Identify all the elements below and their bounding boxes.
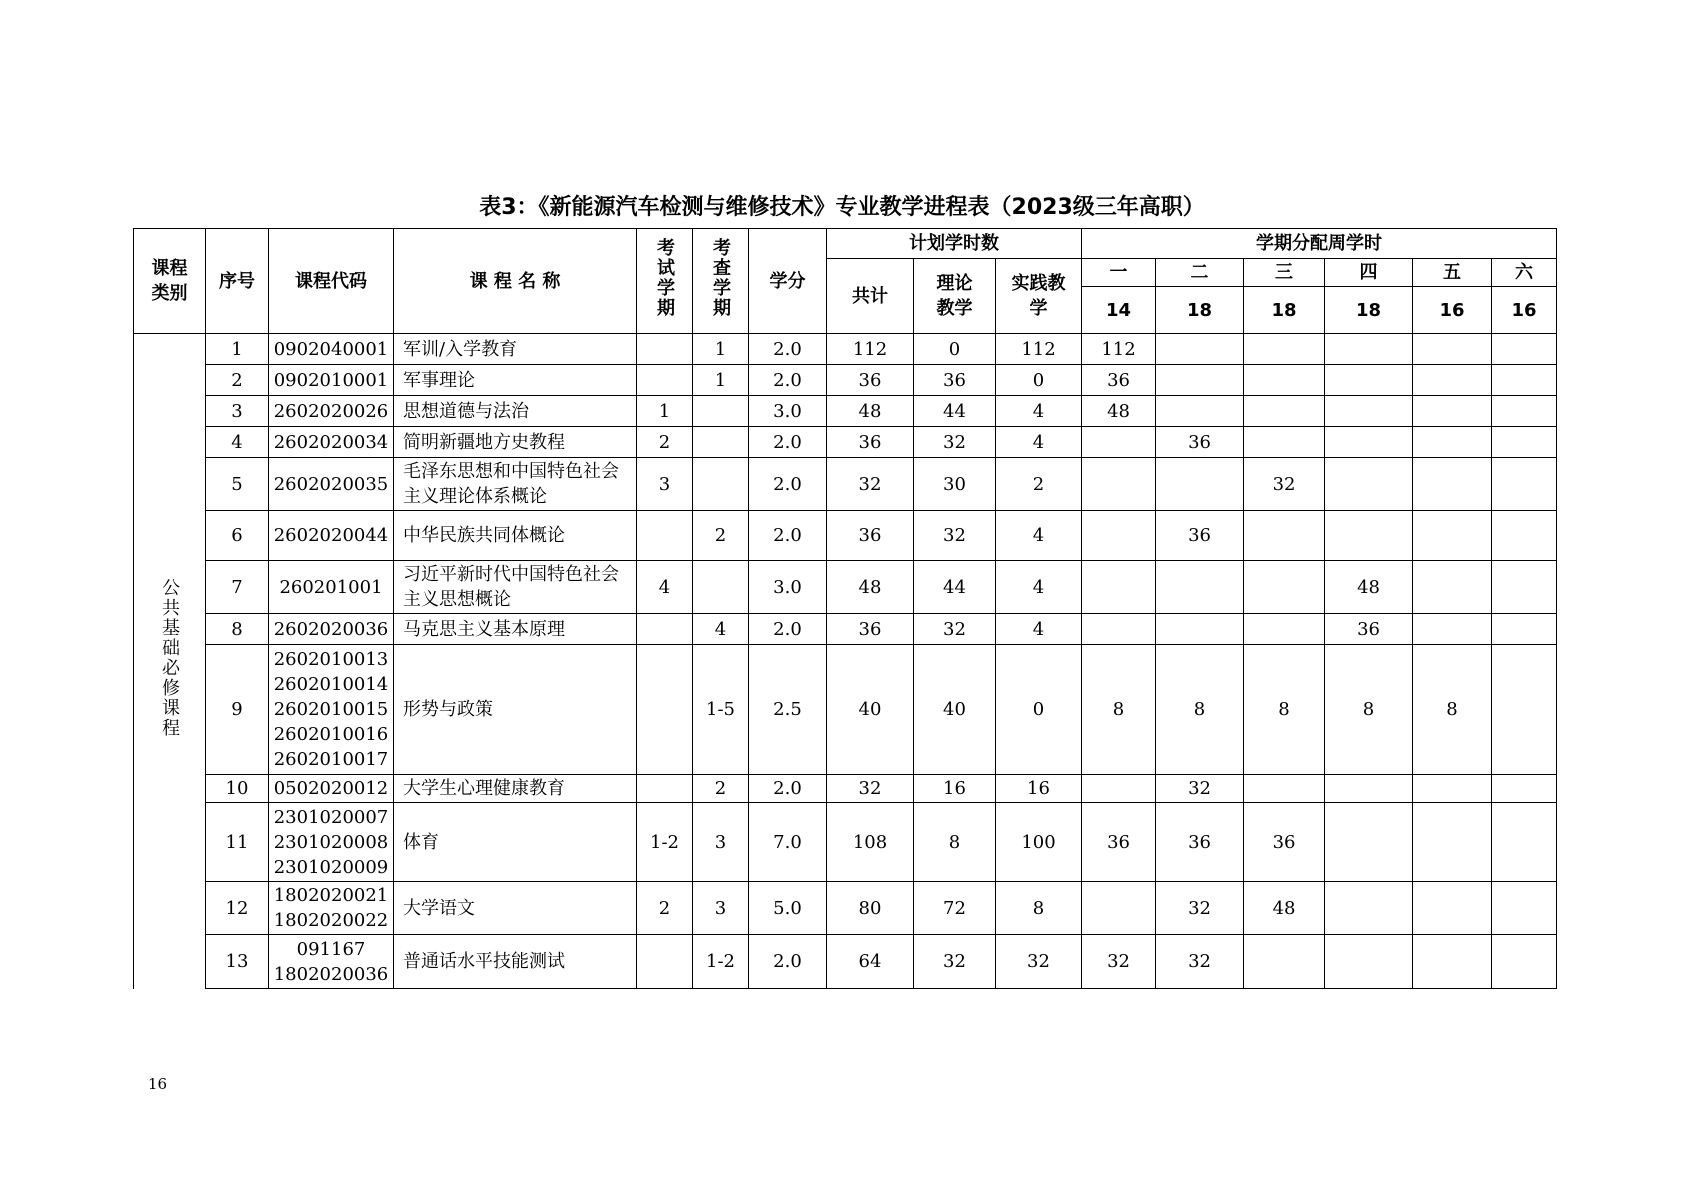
course-name-cell: 中华民族共同体概论 bbox=[394, 511, 637, 561]
course-name-cell: 军训/入学教育 bbox=[394, 334, 637, 365]
theory-hours-cell: 16 bbox=[914, 775, 996, 803]
semester-5-cell bbox=[1413, 803, 1492, 882]
header-category: 课程类别 bbox=[134, 229, 206, 334]
exam-term-cell: 1-2 bbox=[637, 803, 693, 882]
theory-hours-cell: 44 bbox=[914, 561, 996, 614]
code-cell bbox=[269, 803, 394, 882]
semester-1-cell: 8 bbox=[1082, 645, 1156, 775]
header-exam-term: 考试学期 bbox=[637, 229, 693, 334]
header-practice: 实践教学 bbox=[996, 259, 1082, 334]
semester-1-cell: 112 bbox=[1082, 334, 1156, 365]
credit-cell: 2.5 bbox=[749, 645, 827, 775]
semester-6-cell bbox=[1492, 396, 1557, 427]
semester-6-cell bbox=[1492, 511, 1557, 561]
course-code: 2602010017 bbox=[273, 749, 389, 770]
exam-term-cell bbox=[637, 935, 693, 989]
course-code: 260201001 bbox=[279, 576, 383, 598]
practice-hours-cell: 100 bbox=[996, 803, 1082, 882]
semester-3-cell bbox=[1244, 365, 1325, 396]
seq-cell: 8 bbox=[206, 614, 269, 645]
check-term-cell: 1 bbox=[693, 365, 749, 396]
semester-6-cell bbox=[1492, 803, 1557, 882]
course-code: 1802020021 bbox=[273, 885, 389, 906]
theory-hours-cell: 8 bbox=[914, 803, 996, 882]
theory-hours-cell: 40 bbox=[914, 645, 996, 775]
semester-3-cell: 48 bbox=[1244, 882, 1325, 935]
code-cell bbox=[269, 645, 394, 775]
check-term-cell bbox=[693, 427, 749, 458]
semester-2-cell bbox=[1156, 334, 1244, 365]
practice-hours-cell: 8 bbox=[996, 882, 1082, 935]
table-row bbox=[134, 614, 1557, 645]
semester-5-cell bbox=[1413, 775, 1492, 803]
exam-term-cell bbox=[637, 645, 693, 775]
semester-2-cell bbox=[1156, 396, 1244, 427]
header-credit: 学分 bbox=[749, 229, 827, 334]
check-term-cell: 1 bbox=[693, 334, 749, 365]
semester-4-cell bbox=[1325, 458, 1413, 511]
check-term-cell bbox=[693, 561, 749, 614]
header-semester-6: 六 bbox=[1492, 259, 1557, 287]
course-code: 2301020008 bbox=[273, 831, 389, 853]
course-code: 2602020035 bbox=[273, 473, 389, 495]
semester-4-cell bbox=[1325, 775, 1413, 803]
table-row bbox=[134, 803, 1557, 882]
semester-2-cell: 32 bbox=[1156, 882, 1244, 935]
semester-5-cell bbox=[1413, 882, 1492, 935]
total-hours-cell: 48 bbox=[827, 561, 914, 614]
practice-hours-cell: 32 bbox=[996, 935, 1082, 989]
practice-hours-cell: 2 bbox=[996, 458, 1082, 511]
semester-2-cell bbox=[1156, 365, 1244, 396]
theory-hours-cell: 30 bbox=[914, 458, 996, 511]
credit-cell: 2.0 bbox=[749, 458, 827, 511]
check-term-cell: 3 bbox=[693, 882, 749, 935]
seq-cell: 10 bbox=[206, 775, 269, 803]
course-name-cell: 形势与政策 bbox=[394, 645, 637, 775]
exam-term-cell bbox=[637, 511, 693, 561]
semester-1-cell bbox=[1082, 511, 1156, 561]
total-hours-cell: 80 bbox=[827, 882, 914, 935]
credit-cell: 3.0 bbox=[749, 561, 827, 614]
semester-6-cell bbox=[1492, 614, 1557, 645]
check-term-cell: 1-5 bbox=[693, 645, 749, 775]
semester-5-cell bbox=[1413, 614, 1492, 645]
semester-5-cell bbox=[1413, 334, 1492, 365]
total-hours-cell: 108 bbox=[827, 803, 914, 882]
course-name-cell: 习近平新时代中国特色社会主义思想概论 bbox=[394, 561, 637, 614]
table-row bbox=[134, 775, 1557, 803]
seq-cell: 5 bbox=[206, 458, 269, 511]
exam-term-cell: 4 bbox=[637, 561, 693, 614]
semester-6-cell bbox=[1492, 882, 1557, 935]
total-hours-cell: 112 bbox=[827, 334, 914, 365]
semester-3-cell bbox=[1244, 396, 1325, 427]
practice-hours-cell: 4 bbox=[996, 561, 1082, 614]
semester-2-cell: 8 bbox=[1156, 645, 1244, 775]
semester-2-cell bbox=[1156, 458, 1244, 511]
seq-cell: 6 bbox=[206, 511, 269, 561]
semester-4-cell bbox=[1325, 396, 1413, 427]
check-term-cell: 1-2 bbox=[693, 935, 749, 989]
seq-cell: 2 bbox=[206, 365, 269, 396]
theory-hours-cell: 32 bbox=[914, 935, 996, 989]
header-semester-3: 三 bbox=[1244, 259, 1325, 287]
code-cell bbox=[269, 396, 394, 427]
table-row bbox=[134, 365, 1557, 396]
course-name-cell: 普通话水平技能测试 bbox=[394, 935, 637, 989]
course-code: 0902010001 bbox=[273, 369, 389, 391]
course-name-cell: 思想道德与法治 bbox=[394, 396, 637, 427]
course-code: 2301020007 bbox=[273, 806, 389, 828]
check-term-cell: 3 bbox=[693, 803, 749, 882]
code-cell bbox=[269, 935, 394, 989]
exam-term-cell bbox=[637, 334, 693, 365]
header-weeks-3: 18 bbox=[1244, 287, 1325, 334]
semester-3-cell bbox=[1244, 511, 1325, 561]
semester-4-cell bbox=[1325, 803, 1413, 882]
exam-term-cell bbox=[637, 365, 693, 396]
theory-hours-cell: 32 bbox=[914, 427, 996, 458]
page-number: 16 bbox=[148, 1075, 168, 1093]
seq-cell: 13 bbox=[206, 935, 269, 989]
table-row bbox=[134, 427, 1557, 458]
semester-2-cell: 36 bbox=[1156, 803, 1244, 882]
total-hours-cell: 36 bbox=[827, 427, 914, 458]
theory-hours-cell: 32 bbox=[914, 511, 996, 561]
semester-2-cell: 36 bbox=[1156, 427, 1244, 458]
course-code: 1802020022 bbox=[273, 910, 389, 931]
semester-4-cell bbox=[1325, 334, 1413, 365]
credit-cell: 2.0 bbox=[749, 334, 827, 365]
check-term-cell: 4 bbox=[693, 614, 749, 645]
code-cell bbox=[269, 561, 394, 614]
semester-3-cell bbox=[1244, 614, 1325, 645]
practice-hours-cell: 4 bbox=[996, 396, 1082, 427]
header-semester-dist: 学期分配周学时 bbox=[1082, 229, 1557, 259]
semester-6-cell bbox=[1492, 935, 1557, 989]
table-row bbox=[134, 645, 1557, 775]
semester-5-cell bbox=[1413, 427, 1492, 458]
category-cell bbox=[134, 334, 206, 989]
code-cell bbox=[269, 458, 394, 511]
teaching-plan-table bbox=[133, 228, 1557, 989]
check-term-cell bbox=[693, 396, 749, 427]
header-weeks-4: 18 bbox=[1325, 287, 1413, 334]
course-name-cell: 毛泽东思想和中国特色社会主义理论体系概论 bbox=[394, 458, 637, 511]
semester-6-cell bbox=[1492, 775, 1557, 803]
semester-4-cell: 48 bbox=[1325, 561, 1413, 614]
header-semester-4: 四 bbox=[1325, 259, 1413, 287]
semester-1-cell: 48 bbox=[1082, 396, 1156, 427]
seq-cell: 4 bbox=[206, 427, 269, 458]
seq-cell: 1 bbox=[206, 334, 269, 365]
header-weeks-1: 14 bbox=[1082, 287, 1156, 334]
credit-cell: 2.0 bbox=[749, 614, 827, 645]
seq-cell: 3 bbox=[206, 396, 269, 427]
course-code: 091167 bbox=[296, 938, 366, 960]
table-title: 表3：《新能源汽车检测与维修技术》专业教学进程表（2023级三年高职） bbox=[479, 195, 1205, 220]
theory-hours-cell: 0 bbox=[914, 334, 996, 365]
semester-3-cell: 36 bbox=[1244, 803, 1325, 882]
course-code: 2301020009 bbox=[273, 856, 389, 878]
course-code: 0902040001 bbox=[273, 338, 389, 360]
semester-2-cell: 32 bbox=[1156, 935, 1244, 989]
seq-cell: 12 bbox=[206, 882, 269, 935]
header-weeks-6: 16 bbox=[1492, 287, 1557, 334]
code-cell bbox=[269, 775, 394, 803]
practice-hours-cell: 4 bbox=[996, 427, 1082, 458]
semester-5-cell bbox=[1413, 561, 1492, 614]
semester-2-cell bbox=[1156, 561, 1244, 614]
code-cell bbox=[269, 882, 394, 935]
total-hours-cell: 40 bbox=[827, 645, 914, 775]
practice-hours-cell: 4 bbox=[996, 511, 1082, 561]
semester-3-cell bbox=[1244, 561, 1325, 614]
header-code: 课程代码 bbox=[269, 229, 394, 334]
semester-1-cell bbox=[1082, 561, 1156, 614]
exam-term-cell: 3 bbox=[637, 458, 693, 511]
exam-term-cell: 2 bbox=[637, 427, 693, 458]
semester-1-cell: 36 bbox=[1082, 803, 1156, 882]
semester-6-cell bbox=[1492, 645, 1557, 775]
semester-1-cell bbox=[1082, 427, 1156, 458]
semester-4-cell bbox=[1325, 365, 1413, 396]
total-hours-cell: 64 bbox=[827, 935, 914, 989]
practice-hours-cell: 4 bbox=[996, 614, 1082, 645]
check-term-cell: 2 bbox=[693, 511, 749, 561]
semester-3-cell: 32 bbox=[1244, 458, 1325, 511]
credit-cell: 2.0 bbox=[749, 365, 827, 396]
semester-3-cell bbox=[1244, 427, 1325, 458]
semester-2-cell bbox=[1156, 614, 1244, 645]
table-row bbox=[134, 935, 1557, 989]
table-row bbox=[134, 561, 1557, 614]
table-row bbox=[134, 396, 1557, 427]
header-total: 共计 bbox=[827, 259, 914, 334]
semester-5-cell bbox=[1413, 458, 1492, 511]
semester-5-cell bbox=[1413, 365, 1492, 396]
table-row bbox=[134, 334, 1557, 365]
header-name: 课 程 名 称 bbox=[394, 229, 637, 334]
semester-2-cell: 32 bbox=[1156, 775, 1244, 803]
theory-hours-cell: 44 bbox=[914, 396, 996, 427]
credit-cell: 2.0 bbox=[749, 427, 827, 458]
semester-1-cell bbox=[1082, 614, 1156, 645]
code-cell bbox=[269, 511, 394, 561]
category-label: 公共基础必修课程 bbox=[159, 577, 180, 738]
semester-5-cell: 8 bbox=[1413, 645, 1492, 775]
semester-5-cell bbox=[1413, 935, 1492, 989]
semester-4-cell: 8 bbox=[1325, 645, 1413, 775]
code-cell bbox=[269, 365, 394, 396]
theory-hours-cell: 32 bbox=[914, 614, 996, 645]
header-planned-hours: 计划学时数 bbox=[827, 229, 1082, 259]
semester-3-cell bbox=[1244, 935, 1325, 989]
total-hours-cell: 48 bbox=[827, 396, 914, 427]
course-code: 2602010015 bbox=[273, 699, 389, 720]
theory-hours-cell: 36 bbox=[914, 365, 996, 396]
course-code: 0502020012 bbox=[273, 778, 389, 799]
header-weeks-5: 16 bbox=[1413, 287, 1492, 334]
course-code: 1802020036 bbox=[273, 963, 389, 985]
semester-6-cell bbox=[1492, 458, 1557, 511]
total-hours-cell: 32 bbox=[827, 775, 914, 803]
total-hours-cell: 32 bbox=[827, 458, 914, 511]
credit-cell: 2.0 bbox=[749, 511, 827, 561]
table-row bbox=[134, 458, 1557, 511]
seq-cell: 11 bbox=[206, 803, 269, 882]
total-hours-cell: 36 bbox=[827, 511, 914, 561]
semester-4-cell: 36 bbox=[1325, 614, 1413, 645]
course-code: 2602010013 bbox=[273, 649, 389, 670]
semester-6-cell bbox=[1492, 365, 1557, 396]
semester-1-cell: 32 bbox=[1082, 935, 1156, 989]
course-code: 2602020026 bbox=[273, 400, 389, 422]
seq-cell: 7 bbox=[206, 561, 269, 614]
semester-6-cell bbox=[1492, 334, 1557, 365]
semester-5-cell bbox=[1413, 511, 1492, 561]
course-code: 2602010016 bbox=[273, 724, 389, 745]
header-semester-1: 一 bbox=[1082, 259, 1156, 287]
credit-cell: 7.0 bbox=[749, 803, 827, 882]
course-name-cell: 军事理论 bbox=[394, 365, 637, 396]
theory-hours-cell: 72 bbox=[914, 882, 996, 935]
practice-hours-cell: 112 bbox=[996, 334, 1082, 365]
course-code: 2602020036 bbox=[273, 618, 389, 640]
practice-hours-cell: 16 bbox=[996, 775, 1082, 803]
course-code: 2602010014 bbox=[273, 674, 389, 695]
semester-6-cell bbox=[1492, 561, 1557, 614]
header-weeks-2: 18 bbox=[1156, 287, 1244, 334]
table-row bbox=[134, 882, 1557, 935]
practice-hours-cell: 0 bbox=[996, 365, 1082, 396]
table-row bbox=[134, 511, 1557, 561]
header-theory: 理论教学 bbox=[914, 259, 996, 334]
semester-1-cell bbox=[1082, 775, 1156, 803]
header-semester-2: 二 bbox=[1156, 259, 1244, 287]
semester-4-cell bbox=[1325, 882, 1413, 935]
semester-4-cell bbox=[1325, 935, 1413, 989]
header-check-term: 考查学期 bbox=[693, 229, 749, 334]
seq-cell: 9 bbox=[206, 645, 269, 775]
semester-2-cell: 36 bbox=[1156, 511, 1244, 561]
exam-term-cell bbox=[637, 775, 693, 803]
credit-cell: 2.0 bbox=[749, 775, 827, 803]
code-cell bbox=[269, 427, 394, 458]
semester-1-cell bbox=[1082, 882, 1156, 935]
course-name-cell: 简明新疆地方史教程 bbox=[394, 427, 637, 458]
course-code: 2602020034 bbox=[273, 431, 389, 453]
course-name-cell: 体育 bbox=[394, 803, 637, 882]
exam-term-cell: 2 bbox=[637, 882, 693, 935]
code-cell bbox=[269, 614, 394, 645]
course-name-cell: 马克思主义基本原理 bbox=[394, 614, 637, 645]
total-hours-cell: 36 bbox=[827, 614, 914, 645]
semester-1-cell bbox=[1082, 458, 1156, 511]
header-semester-5: 五 bbox=[1413, 259, 1492, 287]
course-name-cell: 大学语文 bbox=[394, 882, 637, 935]
exam-term-cell bbox=[637, 614, 693, 645]
exam-term-cell: 1 bbox=[637, 396, 693, 427]
semester-3-cell: 8 bbox=[1244, 645, 1325, 775]
semester-1-cell: 36 bbox=[1082, 365, 1156, 396]
check-term-cell bbox=[693, 458, 749, 511]
course-name-cell: 大学生心理健康教育 bbox=[394, 775, 637, 803]
semester-4-cell bbox=[1325, 427, 1413, 458]
semester-4-cell bbox=[1325, 511, 1413, 561]
semester-6-cell bbox=[1492, 427, 1557, 458]
semester-3-cell bbox=[1244, 775, 1325, 803]
check-term-cell: 2 bbox=[693, 775, 749, 803]
semester-5-cell bbox=[1413, 396, 1492, 427]
course-code: 2602020044 bbox=[273, 525, 389, 546]
credit-cell: 2.0 bbox=[749, 935, 827, 989]
credit-cell: 3.0 bbox=[749, 396, 827, 427]
code-cell bbox=[269, 334, 394, 365]
semester-3-cell bbox=[1244, 334, 1325, 365]
header-seq: 序号 bbox=[206, 229, 269, 334]
total-hours-cell: 36 bbox=[827, 365, 914, 396]
practice-hours-cell: 0 bbox=[996, 645, 1082, 775]
credit-cell: 5.0 bbox=[749, 882, 827, 935]
